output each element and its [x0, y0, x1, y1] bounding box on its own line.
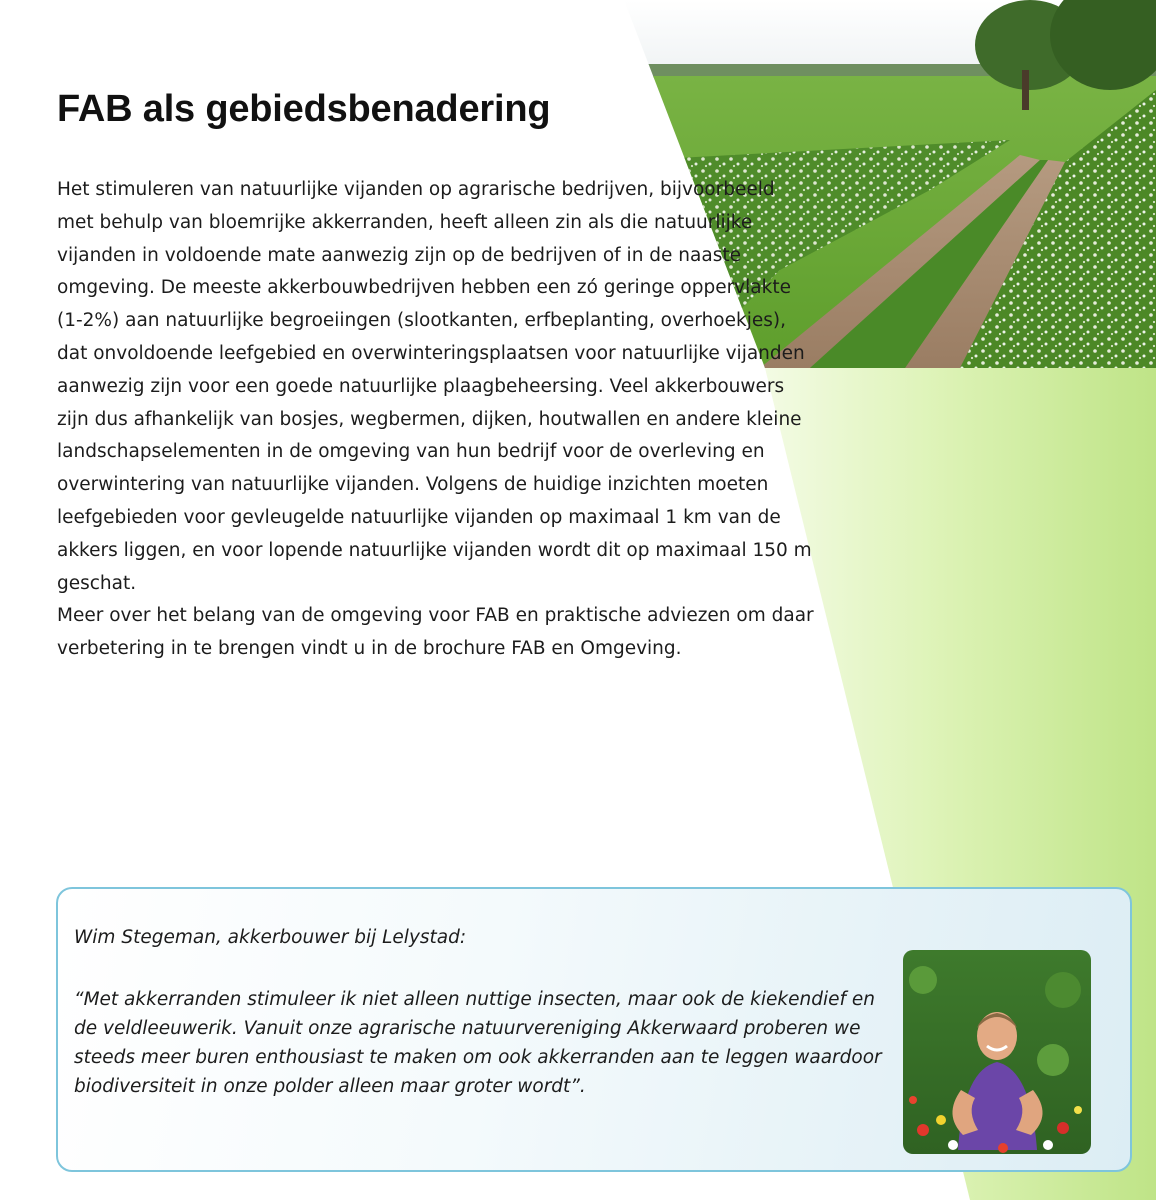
testimonial-author: Wim Stegeman, akkerbouwer bij Lelystad:: [74, 927, 467, 948]
testimonial-box: [56, 887, 1132, 1172]
body-text: [57, 174, 817, 666]
portrait-illustration: [903, 950, 1091, 1154]
body-paragraph: Het stimuleren van natuurlijke vijanden op agrarische bedrijven, bijvoorbeeld met behulp van bloemrijke akkerranden, heeft alleen zin als die natuurlijke vijanden in voldoende mate aanwezig zijn op de bedrijven of in de naaste omgeving. De meeste akkerbouwbedrijven hebben een zó geringe oppervlakte (1-2%) aan natuurlijke begroeiingen (slootkanten, erfbeplanting, overhoekjes), dat onvoldoende leefgebied en overwinteringsplaatsen voor natuurlijke vijanden aanwezig zijn voor een goede natuurlijke plaagbeheersing. Veel akkerbouwers zijn dus afhankelijk van bosjes, wegbermen, dijken, houtwallen en andere kleine landschapselementen in de omgeving van hun bedrijf voor de overleving en overwintering van natuurlijke vijanden. Volgens de huidige inzichten moeten leefgebieden voor gevleugelde natuurlijke vijanden op maximaal 1 km van de akkers liggen, en voor lopende natuurlijke vijanden wordt dit op maximaal 150 m geschat.: [57, 179, 812, 594]
farmer-portrait-photo: [903, 950, 1091, 1154]
page-title: FAB als gebiedsbenadering: [57, 88, 551, 130]
body-paragraph: Meer over het belang van de omgeving voor FAB en praktische adviezen om daar verbetering in te brengen vindt u in de brochure FAB en Omgeving.: [57, 605, 814, 660]
testimonial-quote: “Met akkerranden stimuleer ik niet alleen nuttige insecten, maar ook de kiekendief en de veldleeuwerik. Vanuit onze agrarische natuurvereniging Akkerwaard proberen we steeds meer buren enthousiast te maken om ook akkerranden aan te leggen waardoor biodiversiteit in onze polder alleen maar groter wordt”.: [74, 989, 882, 1097]
